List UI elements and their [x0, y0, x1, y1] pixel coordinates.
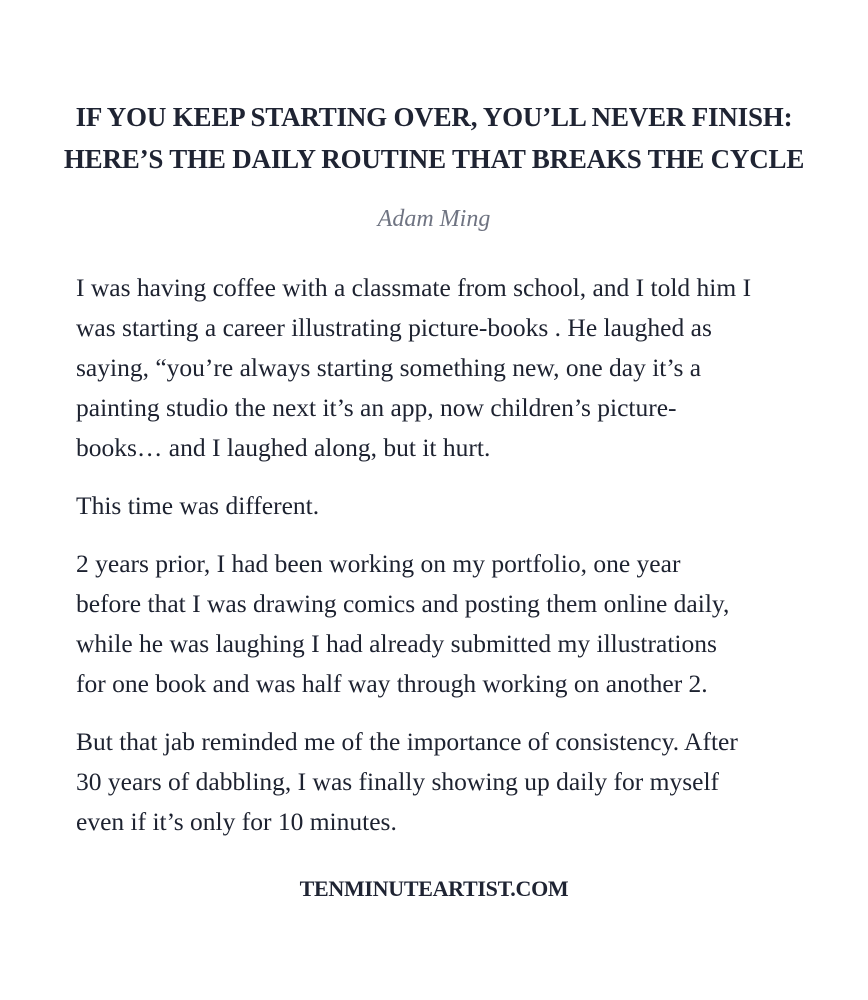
paragraph: [76, 544, 816, 704]
paragraph: [76, 268, 816, 468]
paragraph-line: books… and I laughed along, but it hurt.: [76, 433, 491, 462]
title-line: HERE’S THE DAILY ROUTINE THAT BREAKS THE CYCLE: [63, 144, 805, 174]
paragraph-line: before that I was drawing comics and posting them online daily,: [76, 589, 730, 618]
author-name: Adam Ming: [377, 206, 491, 232]
paragraph: [76, 722, 816, 842]
paragraph-line: even if it’s only for 10 minutes.: [76, 807, 397, 836]
paragraph-line: saying, “you’re always starting something new, one day it’s a: [76, 353, 702, 382]
site-footer-link[interactable]: TENMINUTEARTIST.COM: [299, 876, 569, 901]
paragraph-line: while he was laughing I had already submitted my illustrations: [76, 629, 717, 658]
title-line: IF YOU KEEP STARTING OVER, YOU’LL NEVER FINISH:: [75, 102, 793, 132]
article-body: [76, 268, 816, 860]
article-title: [30, 96, 838, 180]
paragraph-line: 2 years prior, I had been working on my portfolio, one year: [76, 549, 681, 578]
paragraph-line: This time was different.: [76, 491, 320, 520]
paragraph-line: 30 years of dabbling, I was finally showing up daily for myself: [76, 767, 720, 796]
paragraph-line: for one book and was half way through working on another 2.: [76, 669, 708, 698]
paragraph-line: I was having coffee with a classmate from school, and I told him I: [76, 273, 752, 302]
paragraph: [76, 486, 816, 526]
paragraph-line: But that jab reminded me of the importance of consistency. After: [76, 727, 738, 756]
paragraph-line: painting studio the next it’s an app, now children’s picture-: [76, 393, 677, 422]
paragraph-line: was starting a career illustrating picture-books . He laughed as: [76, 313, 712, 342]
